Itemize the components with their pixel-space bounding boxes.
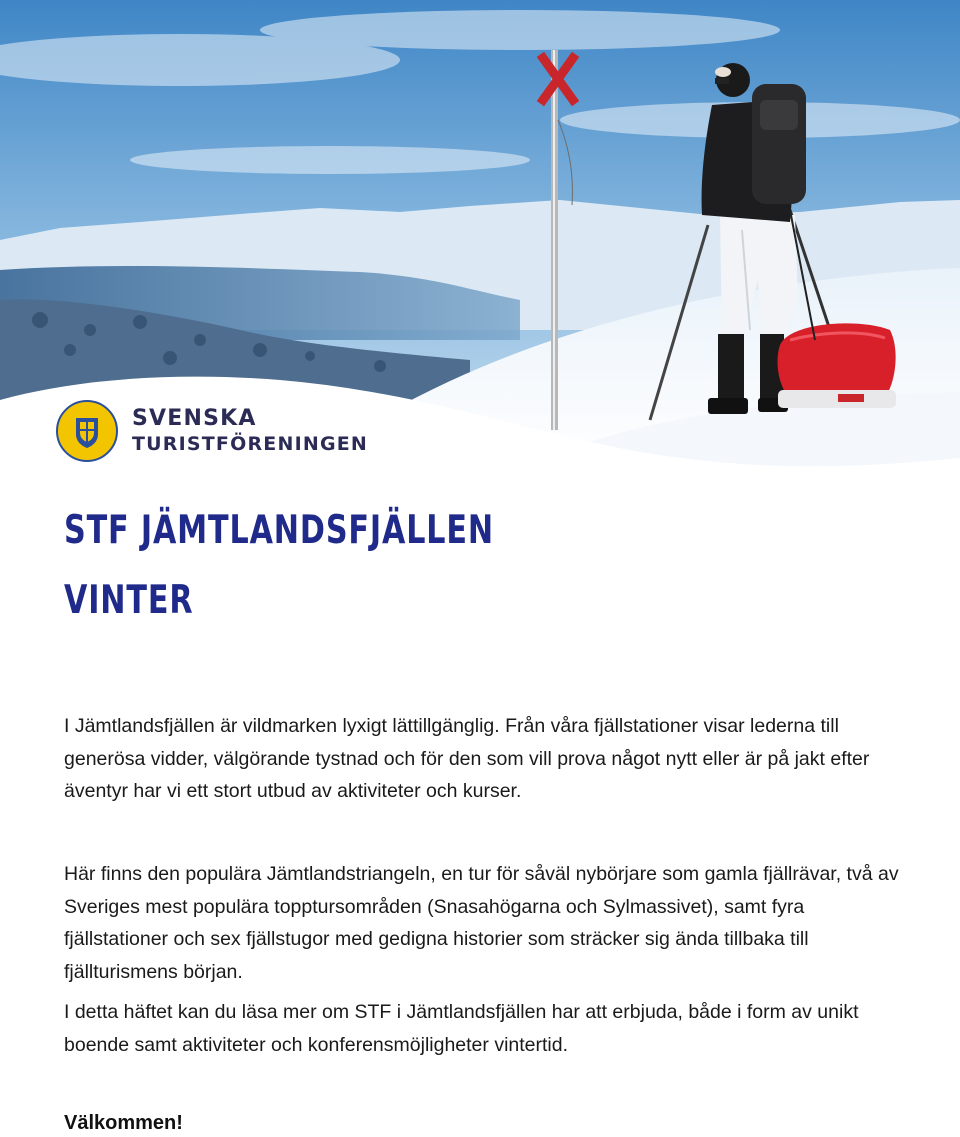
- page-title: STF JÄMTLANDSFJÄLLEN: [64, 508, 494, 553]
- closing-greeting: Välkommen!: [64, 1112, 183, 1134]
- body-paragraph-2: I detta häftet kan du läsa mer om STF i Jämtlandsfjällen har att erbjuda, både i form av unikt boende samt aktiviteter och konferensmöjligheter vintertid.: [64, 1001, 859, 1056]
- page-subtitle: VINTER: [64, 578, 194, 623]
- logo-line-turistforeningen: TURISTFÖRENINGEN: [132, 433, 369, 455]
- stf-emblem-icon: [56, 400, 118, 462]
- logo-line-svenska: SVENSKA: [132, 406, 257, 431]
- body-paragraph-1: Här finns den populära Jämtlandstriangeln, en tur för såväl nybörjare som gamla fjällrävar, två av Sveriges mest populära topptursområden (Snasahögarna och Sylmassivet), samt fyra fjällstationer och sex fjällstugor med gedigna historier som sträcker sig ända tillbaka till fjällturismens början.: [64, 863, 899, 983]
- intro-paragraph: I Jämtlandsfjällen är vildmarken lyxigt lättillgänglig. Från våra fjällstationer visar lederna till generösa vidder, välgörande tystnad och för den som vill prova något nytt eller är på jakt efter äventyr har vi ett stort utbud av aktiviteter och kurser.: [64, 715, 870, 802]
- stf-logo: [56, 398, 376, 464]
